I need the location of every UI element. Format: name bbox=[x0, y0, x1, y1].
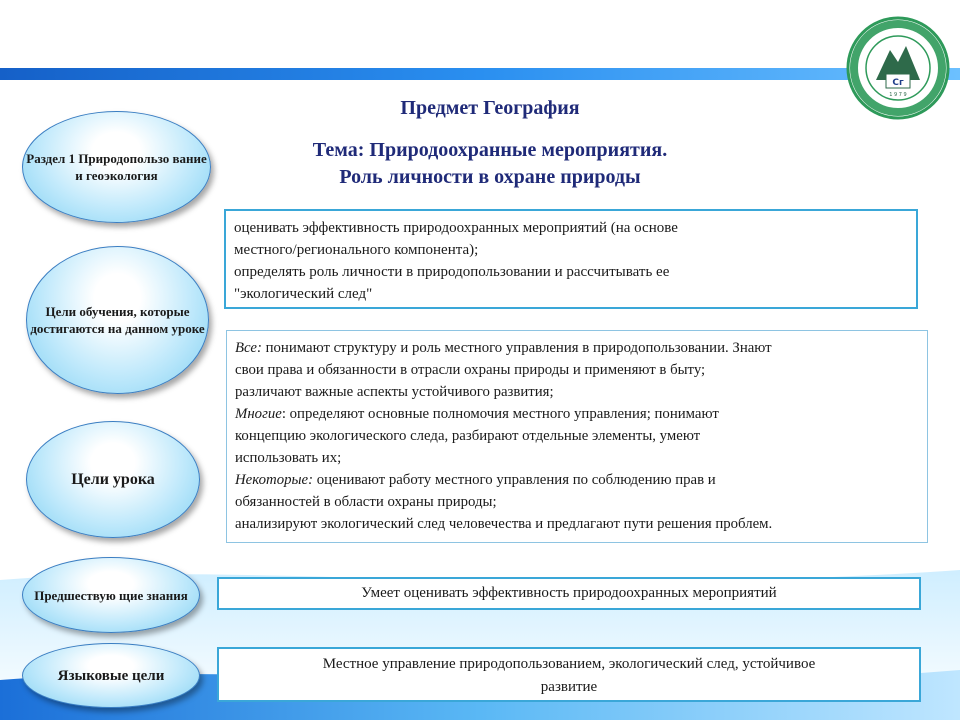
objective-line: оценивать эффективность природоохранных мероприятий (на основе bbox=[234, 220, 678, 236]
goals-some-line2: обязанностей в области охраны природы; bbox=[235, 494, 497, 510]
objective-line: местного/регионального компонента); bbox=[234, 242, 479, 258]
goals-some-label: Некоторые: bbox=[235, 472, 314, 488]
page-title: Предмет География bbox=[400, 97, 580, 119]
lesson-topic bbox=[240, 137, 740, 191]
goals-all-label: Все: bbox=[235, 340, 262, 356]
learning-objectives-box bbox=[224, 209, 918, 309]
lesson-topic-line1: Тема: Природоохранные мероприятия. bbox=[312, 139, 668, 161]
goals-all-line3: различают важные аспекты устойчивого развития; bbox=[235, 384, 554, 400]
goals-some-line3: анализируют экологический след человечества и предлагают пути решения проблем. bbox=[235, 516, 773, 532]
college-seal-icon bbox=[846, 16, 950, 120]
objective-line: "экологический след" bbox=[234, 286, 373, 302]
prior-knowledge-box: Умеет оценивать эффективность природоохранных мероприятий bbox=[217, 577, 921, 610]
svg-text:1 9 7 9: 1 9 7 9 bbox=[889, 92, 907, 98]
goals-many-text: : определяют основные полномочия местного управления; понимают bbox=[281, 406, 719, 422]
prior-knowledge-oval: Предшествую щие знания bbox=[22, 557, 200, 633]
language-goals-oval: Языковые цели bbox=[22, 643, 200, 708]
learning-objectives-oval: Цели обучения, которые достигаются на данном уроке bbox=[26, 246, 209, 394]
language-goals-box bbox=[217, 647, 921, 702]
objective-line: определять роль личности в природопользовании и рассчитывать ее bbox=[234, 264, 670, 280]
goals-many-line1 bbox=[235, 403, 919, 425]
goals-many-line3: использовать их; bbox=[235, 450, 342, 466]
goals-many-line2: концепцию экологического следа, разбирают отдельные элементы, умеют bbox=[235, 428, 701, 444]
section-oval: Раздел 1 Природопользо вание и геоэкология bbox=[22, 111, 211, 223]
language-goals-line1: Местное управление природопользованием, экологический след, устойчивое bbox=[322, 656, 816, 672]
goals-all-text: понимают структуру и роль местного управления в природопользовании. Знают bbox=[261, 340, 772, 356]
goals-many-label: Многие bbox=[235, 406, 282, 422]
svg-text:Сг: Сг bbox=[892, 78, 904, 88]
lesson-topic-line2: Роль личности в охране природы bbox=[339, 166, 641, 188]
lesson-goals-oval: Цели урока bbox=[26, 421, 200, 538]
header-band bbox=[0, 68, 960, 80]
language-goals-line2: развитие bbox=[540, 679, 598, 695]
goals-some-text: оценивают работу местного управления по соблюдению прав и bbox=[313, 472, 716, 488]
lesson-goals-box bbox=[226, 330, 928, 543]
goals-all-line2: свои права и обязанности в отрасли охраны природы и применяют в быту; bbox=[235, 362, 706, 378]
goals-some-line1 bbox=[235, 469, 919, 491]
goals-all-line1 bbox=[235, 337, 919, 359]
